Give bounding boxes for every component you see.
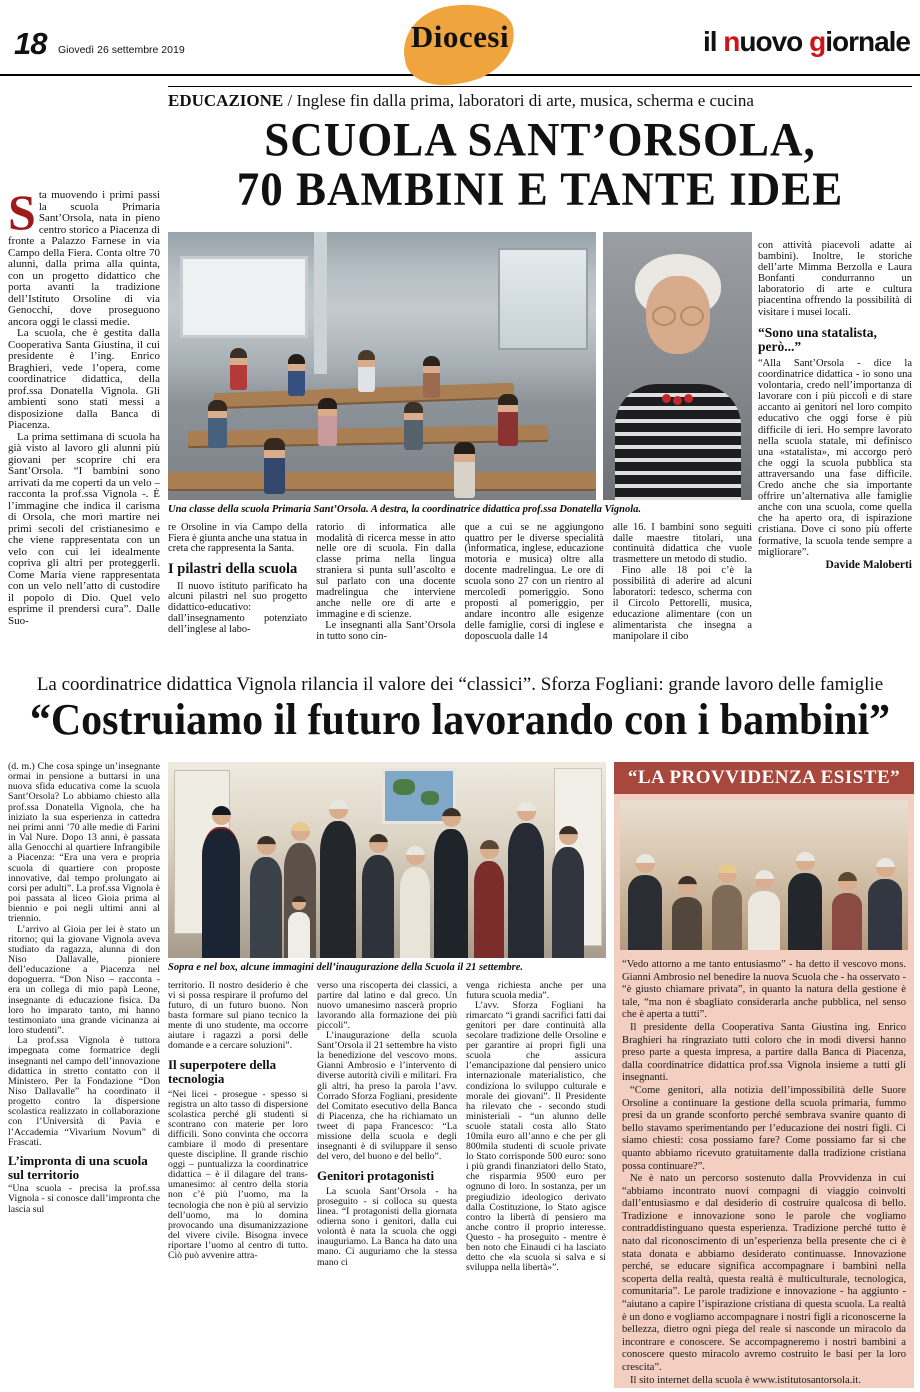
headline-line2: 70 BAMBINI E TANTE IDEE — [236, 162, 844, 216]
article2-col1 — [8, 762, 160, 1388]
paragraph: L’inaugurazione della scuola Sant’Orsola il 21 settembre ha visto la benedizione del vescovo mons. Gianni Ambrosio e l’intervento di diverse autorità civili e militari. Fra gli altri, ha preso la parola l’avv. Corrado Sforza Fogliani, presidente del Comitato esecutivo della Banca di Piacenza, che ha richiamato un tweet di papa Francesco: “La missione della scuola e degli insegnanti è di sviluppare il senso del vero, del buono e del bello”. — [317, 1030, 457, 1163]
pupil-figure — [358, 350, 375, 392]
inauguration-photo — [168, 762, 606, 958]
person-figure — [748, 870, 780, 950]
pupil-figure — [208, 400, 227, 448]
subhead-genitori: Genitori protagonisti — [317, 1168, 435, 1184]
article2-header — [8, 674, 912, 745]
paragraph: “Nei licei - prosegue - spesso si registra un alto tasso di dispersione scolastica perché gli studenti si scontrano con materie per loro difficili. Sono convinta che occorra cambiare il modo di presentare queste discipline. Il grande rischio oggi – puntualizza la coordinatrice didattica – è il dilagare del trans-umanesimo: al centro della storia non c’è più l’uomo, ma la tecnologia che non è più al servizio dell’uomo, ma lo domina provocando una disumanizzazione del vivere civile. Bisogna invece riportare l’uomo al centro di tutto. Ciò può avvenire attra- — [168, 1088, 308, 1262]
person-figure — [320, 800, 356, 958]
page-date: Giovedì 26 settembre 2019 — [58, 44, 185, 56]
article1-col3 — [316, 523, 455, 665]
box-paragraph: “Vedo attorno a me tanto entusiasmo” - ha detto il vescovo mons. Gianni Ambrosio nel benedire la nuova Scuola che - ha osservato - “è giusto chiamare privata”, in quanto la natura della gestione è tale, “ma non è sbagliato considerarla anche pubblica, nel senso che è aperta a tutti”. — [622, 959, 906, 1021]
person-figure — [868, 858, 902, 950]
article2-columns — [168, 981, 606, 1385]
person-figure — [628, 854, 662, 950]
article1-header — [168, 86, 912, 216]
subhead-impronta: L’impronta di una scuola sul territorio — [8, 1152, 148, 1182]
whiteboard — [180, 256, 308, 338]
paragraph: re Orsoline in via Campo della Fiera è giunta anche una statua in creta che rappresenta la Santa. — [168, 522, 308, 555]
article2-col2 — [168, 981, 308, 1385]
masthead-iornale: iornale — [825, 26, 910, 57]
subhead-superpotere: Il superpotere della tecnologia — [168, 1057, 277, 1086]
box-paragraph: Ne è nato un percorso sostenuto dalla Provvidenza in cui “abbiamo incontrato nuovi compagni di viaggio coinvolti dall’entusiasmo e dal desiderio di costruire qualcosa di bello. Tradizione e innovazione sono le parole che vogliamo contraddistinguano questa esperienza. Tradizione perché tutto è nato dal riconoscimento di un’esperienza bella presente che ci è stata donata e abbiamo desiderato continuasse. Innovazione perché, se educare significa accompagnare i bambini nella scoperta della realtà, questa realtà è multiculturale, tecnologica, comunitaria”. Le parole tradizione e innovazione - ha aggiunto - “aiutano a capire l’ispirazione cristiana di questa scuola. La realtà è un dono e vogliamo accompagnare i nostri figli a riconoscerne la bellezza, dietro ogni piega del reale si nasconde un miracolo da incontrare e conoscere. Se accompagneremo i nostri bambini a conoscere questo miracolo avremo costruito le basi per la loro crescita”. — [622, 1173, 906, 1373]
paragraph: La scuola, che è gestita dalla Cooperativa Santa Giustina, il cui presidente è l’ing. Enrico Braghieri, vede l’opera, come coordinatrice didattica, della prof.ssa Donatella Vignola. Gli ambienti sono stati messi a disposizione dalla Banca di Piacenza. — [8, 327, 160, 431]
photo1-caption: Una classe della scuola Primaria Sant’Orsola. A destra, la coordinatrice didattica prof.ssa Donatella Vignola. — [168, 504, 642, 515]
article1-col4 — [465, 523, 604, 665]
drop-cap: S — [8, 190, 36, 240]
box-photo — [620, 800, 908, 950]
page-number: 18 — [14, 26, 47, 61]
box-paragraph: “Come genitori, alla notizia dell’impossibilità delle Suore Orsoline a continuare la gestione della scuola primaria, fummo presi da un grande sconforto perché sembrava svanire quanto di bello stavamo sperimentando per l’educazione dei nostri figli. Ci siamo chiesti: cosa possiamo fare? Come possiamo far sì che quanto abbiamo ricevuto gratuitamente dalla tradizione cristiana possa continuare?”. — [622, 1084, 906, 1172]
paragraph: “Una scuola - precisa la prof.ssa Vignola - si conosce dall’impronta che lascia sul — [8, 1183, 160, 1215]
pupil-figure — [288, 354, 305, 396]
person-figure — [474, 840, 504, 958]
paragraph: La scuola Sant’Orsola - ha proseguito - si colloca su questa linea. “I protagonisti della giornata odierna sono i genitori, dalla cui volontà è nata la scuola che oggi inauguriamo. La Banca ha dato una mano. Ci auguriamo che la stessa mano ci — [317, 1185, 457, 1268]
pupil-figure — [318, 398, 337, 446]
paragraph: Il nuovo istituto parificato ha alcuni pilastri nel suo progetto didattico-educativo: dall’insegnamento potenziato dell’inglese al labo- — [168, 580, 308, 636]
paragraph: “Alla Sant’Orsola - dice la coordinatrice didattica - io sono una volontaria, credo nell’importanza di lavorare con i più piccoli e di stare accanto ai genitori nel loro compito educativo che oggi forse è più difficile di ieri. Ho sempre lavorato nella scuola statale, mi definisco una «statalista», mi accorgo però che oggi la scuola pubblica sta attraversando una fase difficile. Credo anche che sia importante offrire un’alternativa alle famiglie anche con una scuola, come quella che ha aperto ora, di ispirazione cristiana. Dove ci sono più offerte formative, la scuola tende sempre a migliorare”. — [758, 358, 912, 558]
paragraph: La prof.ssa Vignola è tuttora impegnata come formatrice degli insegnanti nel campo dell’innovazione didattica in stretto contatto con il Ministero. Per la Fondazione “Don Niso Dallavalle” ha coordinato il progetto contro la dispersione scolastica realizzato in collaborazione con l’Università di Pavia e l’Accademia “Vivarium Novum” di Frascati. — [8, 1035, 160, 1148]
paragraph: venga richiesta anche per una futura scuola media”. — [466, 980, 606, 1001]
box-title: “LA PROVVIDENZA ESISTE” — [614, 762, 914, 794]
byline: Davide Maloberti — [825, 558, 912, 571]
box-paragraph: Il presidente della Cooperativa Santa Giustina ing. Enrico Braghieri ha ringraziato tutti coloro che in modi diversi hanno preso parte a questa impresa, a partire dalla Banca di Piacenza, dalla coordinatrice didattica prof.ssa Vignola insieme a tutti gli insegnanti. — [622, 1021, 906, 1084]
child-figure — [288, 896, 310, 958]
carabiniere-figure — [202, 806, 240, 958]
article2-overline: La coordinatrice didattica Vignola rilancia il valore dei “classici”. Sforza Fogliani: grande lavoro delle famiglie — [36, 674, 884, 695]
person-figure — [712, 864, 742, 950]
red-necklace — [658, 392, 698, 404]
providence-box — [614, 762, 914, 1388]
person-figure — [508, 802, 544, 958]
person-figure — [362, 834, 394, 958]
kicker-text: / Inglese fin dalla prima, laboratori di arte, musica, scherma e cucina — [287, 91, 754, 110]
article1-right-col — [758, 240, 912, 666]
photo2-caption: Sopra e nel box, alcune immagini dell’inaugurazione della Scuola il 21 settembre. — [168, 962, 523, 973]
window — [498, 248, 588, 350]
paragraph: verso una riscoperta dei classici, a partire dal latino e dal greco. Un nuovo umanesimo nascerà proprio lavorando alla formazione dei più piccoli”. — [317, 980, 457, 1031]
paragraph: territorio. Il nostro desiderio è che vi si possa respirare il profumo del futuro, di un futuro buono. Non basta formare sul piano tecnico la mente di uno studente, ma occorre aiutare i ragazzi a porsi delle domande e a cercare soluzioni”. — [168, 980, 308, 1052]
person-figure — [832, 872, 862, 950]
desk — [188, 425, 548, 446]
pupil-figure — [404, 402, 423, 450]
article2-center — [168, 762, 606, 1385]
person-figure — [250, 836, 282, 958]
paragraph: La prima settimana di scuola ha già visto al lavoro gli alunni più giovani per scoprire chi era Sant’Orsola. “I bambini sono arrivati da me coperti da un velo – racconta la prof.ssa Vignola -. È l’immagine che indica il carisma di Orsola, che morì martire nei primi secoli del cristianesimo e che viene rappresentata con un velo con cui lei idealmente copriva gli altri per proteggerli. Come Maria viene rappresentata con un velo nell’atto di custodire il popolo di Dio. Quel velo esprime il prendersi cura”. Dalle Suo- — [8, 430, 160, 627]
page-header — [0, 0, 920, 76]
headline-line1: SCUOLA SANT’ORSOLA, — [264, 112, 816, 166]
person-figure — [672, 876, 702, 950]
masthead-g: g — [809, 26, 826, 57]
pupil-figure — [230, 348, 247, 390]
pupil-figure — [454, 442, 475, 498]
pillar — [314, 232, 327, 374]
masthead-il: il — [702, 26, 724, 57]
pupil-figure — [264, 438, 285, 494]
pupil-figure — [423, 356, 440, 398]
article1-columns — [168, 523, 752, 665]
person-figure — [552, 826, 584, 958]
paragraph: Le insegnanti alla Sant’Orsola in tutto sono cin- — [316, 619, 456, 642]
paragraph: que a cui se ne aggiungono quattro per le diverse specialità (informatica, inglese, educazione motoria e musica) oltre alla docente madrelingua. Le ore di scuola sono 27 con un rientro al mercoledì pomeriggio. Sono proposti al pomeriggio, per andare incontro alle esigenze delle famiglie, corsi di inglese e doposcuola dalle 14 — [464, 522, 604, 642]
pupil-figure — [498, 394, 518, 446]
section-badge — [385, 3, 535, 73]
person-figure — [434, 808, 468, 958]
paragraph: (d. m.) Che cosa spinge un’insegnante ormai in pensione a buttarsi in una nuova sfida educativa come la scuola Sant’Orsola? Lo abbiamo chiesto alla prof.ssa Donatella Vignola, che ha iniziato la sua esperienza in cattedra nei primi anni ’70 alle medie di Farini in Val Nure. Dopo 13 anni, è passata alla Genocchi al quartiere Infrangibile a Piacenza: “Era una vera e propria scuola di quartiere con proposte innovative, dal tempo prolungato ai corsi per adulti”. La prof.ssa Vignola è poi passata al liceo Gioia prima al biennio e poi negli ultimi anni al triennio. — [8, 762, 160, 925]
paragraph: con attività piacevoli adatte ai bambini). Inoltre, le storiche dell’arte Mimma Berzolla e Laura Bonfanti condurranno un laboratorio di arte e cultura piacentina offrendo la possibilità di visitare i musei locali. — [758, 240, 912, 318]
masthead — [703, 26, 910, 58]
article1-col5 — [613, 523, 752, 665]
paragraph: L’avv. Sforza Fogliani ha rimarcato “i grandi sacrifici fatti dai genitori per dare continuità alla secolare tradizione delle Orsoline e per garantire ai propri figli una scuola che assicura l’emancipazione dal pensiero unico internazionale materialistico, che condiziona lo sviluppo culturale e morale dei giovani”. Il Presidente ha rilevato che - secondo studi ministeriali - “un alunno delle scuole statali costa allo Stato 10mila euro all’anno e che per gli 800mila studenti di scuole private lo Stato corrisponde 500 euro: sono i più grandi finanziatori dello Stato, che risparmia 9500 euro per ognuno di loro. In sostanza, per un pregiudizio ideologico derivato dalla Costituzione, lo Stato agisce contro la libertà di pensiero ma anche contro il proprio interesse. Questo - ha proseguito - mentre è ben noto che Einaudi ci ha lasciato detto che «la scuola si salva e si sviluppa nella libertà»”. — [466, 999, 606, 1274]
article2-col3 — [317, 981, 457, 1385]
site-url-line: Il sito internet della scuola è www.istitutosantorsola.it. — [630, 1374, 861, 1386]
glasses — [650, 306, 706, 324]
article1-headline — [168, 112, 912, 216]
paragraph: ratorio di informatica alle modalità di ricerca messe in atto nelle ore di scuola. Fin dalla classe prima nella lingua straniera si punta sull’ascolto e sul parlato con una docente madrelingua che interviene anche nelle ore di arte e immagine e di scienze. — [316, 522, 456, 620]
paragraph: alle 16. I bambini sono seguiti dalle maestre titolari, una continuità didattica che vuole trasmettere un metodo di studio. — [612, 522, 752, 566]
kicker — [168, 86, 912, 111]
section-title: Diocesi — [410, 19, 510, 54]
masthead-uovo: uovo — [739, 26, 810, 57]
paragraph: Sta muovendo i primi passi la scuola Primaria Sant’Orsola, nata in pieno centro storico a Piacenza di fronte a Palazzo Farnese in via Campo della Fiera. Conta oltre 70 alunni, dalla prima alla quinta, con un progetto didattico che porta avanti la tradizione dell’Istituto Orsoline di via Genocchi, dove proseguono ancora oggi le classi medie. — [8, 190, 160, 328]
article1-col1 — [8, 190, 160, 666]
article2-col4 — [466, 981, 606, 1385]
photo-row — [168, 232, 752, 500]
masthead-n: n — [723, 26, 740, 57]
kicker-label: EDUCAZIONE — [168, 91, 284, 110]
subhead-statalista: “Sono una statalista, però...” — [758, 324, 877, 354]
person-figure — [788, 852, 822, 950]
paragraph: Fino alle 18 poi c’è la possibilità di aderire ad alcuni laboratori: tedesco, scherma con il Circolo Pettorelli, musica, educazione alimentare (con un alimentarista che insegna a manipolare il cibo — [612, 565, 752, 642]
box-text — [614, 956, 914, 1388]
classroom-photo — [168, 232, 596, 500]
article1-center — [168, 232, 752, 665]
desk — [168, 472, 596, 489]
subhead-pilastri: I pilastri della scuola — [168, 561, 298, 578]
vignola-portrait-photo — [603, 232, 752, 500]
article1-col2 — [168, 523, 307, 665]
article2-headline: “Costruiamo il futuro lavorando con i bambini” — [29, 695, 891, 745]
paragraph: L’arrivo al Gioia per lei è stato un ritorno; qui la giovane Vignola aveva studiato da ragazza, alunna di don Niso Dallavalle, pioniere dell’educazione a Piacenza nel dopoguerra. “Don Niso – racconta - era un collega di mio papà Leone, insegnante di educazione fisica. Da loro ho imparato tanto, mi hanno testimoniato una grande vicinanza ai loro studenti”. — [8, 923, 160, 1037]
person-figure — [400, 846, 430, 958]
